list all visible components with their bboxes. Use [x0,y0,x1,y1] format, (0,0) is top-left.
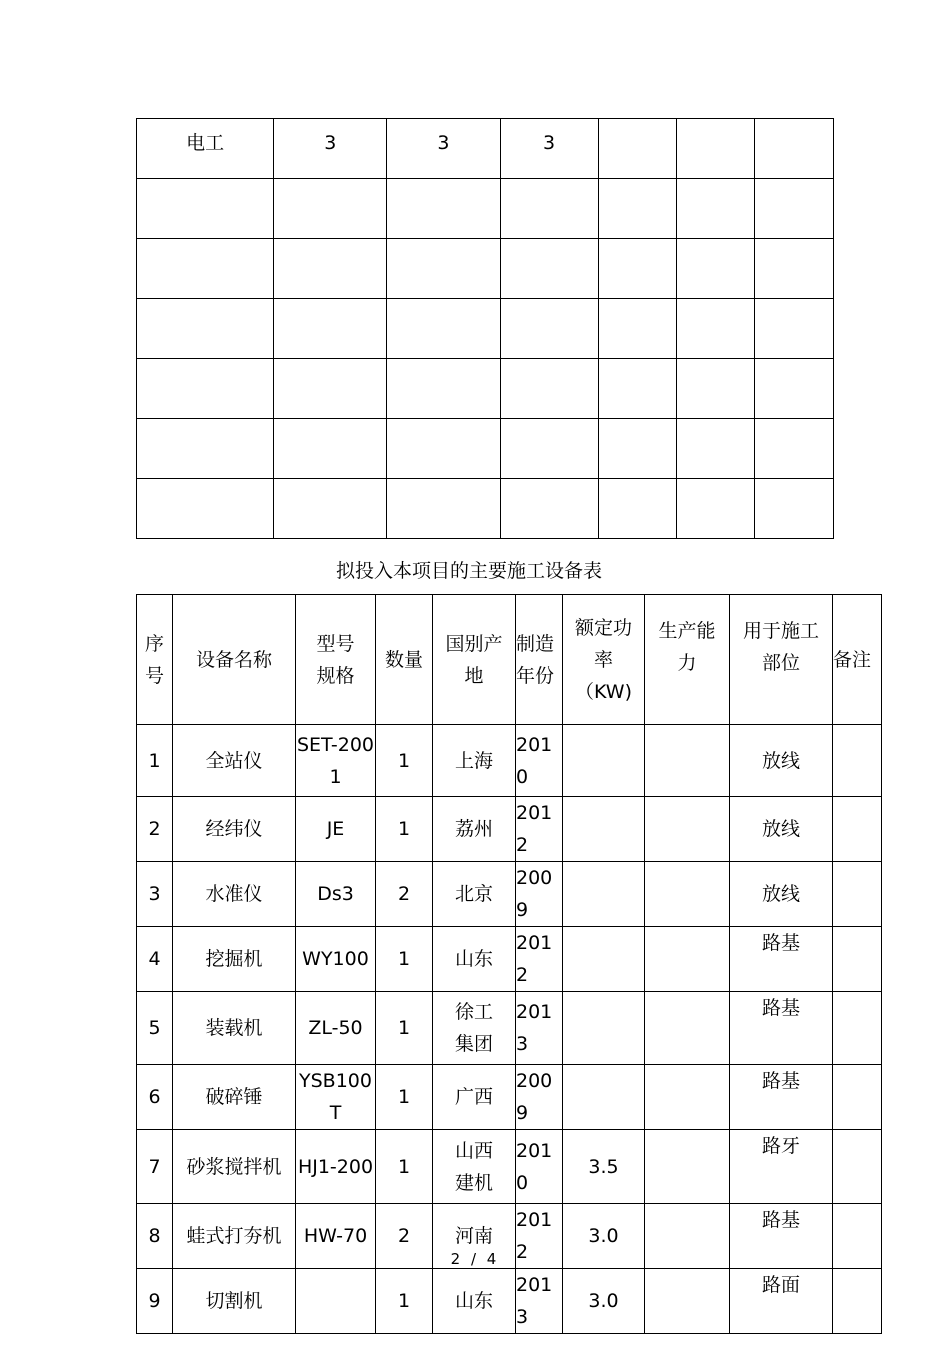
cell-year: 2010 [516,1130,563,1204]
cell-qty: 1 [376,1269,433,1334]
cell-capacity [645,1130,730,1204]
cell-year: 2012 [516,927,563,992]
cell-name: 水准仪 [173,862,296,927]
cell-qty: 1 [376,927,433,992]
equipment-row [137,1269,882,1334]
cell-name: 砂浆搅拌机 [173,1130,296,1204]
cell-model: HW-70 [296,1204,376,1269]
cell-seq: 3 [137,862,173,927]
labor-cell [387,239,500,299]
labor-cell [598,419,676,479]
cell-power [563,927,645,992]
labor-cell [676,419,754,479]
labor-cell [274,359,387,419]
cell-usage: 路基 [730,1065,833,1130]
cell-power [563,725,645,797]
cell-name: 挖掘机 [173,927,296,992]
cell-qty: 2 [376,1204,433,1269]
cell-year: 2010 [516,725,563,797]
labor-cell [137,299,274,359]
equipment-row [137,1130,882,1204]
labor-cell [500,239,598,299]
cell-year: 2013 [516,1269,563,1334]
cell-power: 3.0 [563,1269,645,1334]
labor-cell [598,359,676,419]
cell-year: 2009 [516,1065,563,1130]
cell-qty: 1 [376,992,433,1065]
labor-cell [676,359,754,419]
cell-year: 2012 [516,797,563,862]
header-remark: 备注 [833,595,882,725]
cell-remark [833,862,882,927]
cell-origin: 广西 [433,1065,516,1130]
labor-cell: 电工 [137,119,274,179]
cell-capacity [645,725,730,797]
labor-cell [500,299,598,359]
labor-row [137,419,834,479]
cell-usage: 放线 [730,862,833,927]
cell-capacity [645,1065,730,1130]
header-origin: 国别产 地 [433,595,516,725]
labor-table [136,118,834,539]
labor-cell [676,479,754,539]
cell-remark [833,725,882,797]
cell-seq: 9 [137,1269,173,1334]
labor-cell [598,239,676,299]
equipment-row [137,797,882,862]
labor-row [137,359,834,419]
cell-seq: 1 [137,725,173,797]
cell-qty: 1 [376,725,433,797]
cell-remark [833,1130,882,1204]
cell-seq: 7 [137,1130,173,1204]
cell-model: HJ1-200 [296,1130,376,1204]
cell-origin: 河南 [433,1204,516,1269]
cell-name: 经纬仪 [173,797,296,862]
cell-seq: 6 [137,1065,173,1130]
labor-cell [676,119,754,179]
labor-cell [754,239,833,299]
cell-model [296,1269,376,1334]
labor-cell [754,299,833,359]
cell-name: 破碎锤 [173,1065,296,1130]
equipment-row [137,862,882,927]
cell-origin: 山东 [433,1269,516,1334]
labor-cell [274,419,387,479]
labor-cell [274,299,387,359]
cell-qty: 1 [376,1130,433,1204]
cell-name: 全站仪 [173,725,296,797]
labor-cell: 3 [387,119,500,179]
labor-cell [676,179,754,239]
labor-cell [137,239,274,299]
cell-capacity [645,927,730,992]
labor-cell [274,179,387,239]
cell-qty: 2 [376,862,433,927]
cell-seq: 2 [137,797,173,862]
labor-cell: 3 [274,119,387,179]
labor-cell [387,359,500,419]
labor-row [137,179,834,239]
cell-name: 蛙式打夯机 [173,1204,296,1269]
equipment-table [136,594,882,1334]
cell-power: 3.5 [563,1130,645,1204]
cell-remark [833,927,882,992]
cell-origin: 荔州 [433,797,516,862]
labor-cell [598,119,676,179]
cell-power [563,797,645,862]
labor-row [137,299,834,359]
page-number: 2 / 4 [450,1250,500,1268]
cell-origin: 上海 [433,725,516,797]
labor-cell [137,179,274,239]
cell-usage: 放线 [730,725,833,797]
labor-cell [137,359,274,419]
labor-cell [754,419,833,479]
cell-capacity [645,1269,730,1334]
labor-cell [387,479,500,539]
cell-origin: 山西 建机 [433,1130,516,1204]
cell-power: 3.0 [563,1204,645,1269]
cell-model: JE [296,797,376,862]
cell-usage: 放线 [730,797,833,862]
cell-remark [833,1065,882,1130]
cell-seq: 5 [137,992,173,1065]
equipment-row [137,725,882,797]
labor-cell [598,179,676,239]
labor-cell [387,419,500,479]
cell-usage: 路牙 [730,1130,833,1204]
cell-model: Ds3 [296,862,376,927]
header-qty: 数量 [376,595,433,725]
header-power: 额定功 率 （KW) [563,595,645,725]
cell-origin: 徐工 集团 [433,992,516,1065]
equipment-row [137,927,882,992]
cell-usage: 路面 [730,1269,833,1334]
cell-name: 装载机 [173,992,296,1065]
cell-year: 2009 [516,862,563,927]
cell-power [563,992,645,1065]
labor-cell [137,479,274,539]
header-year: 制造 年份 [516,595,563,725]
cell-capacity [645,797,730,862]
labor-cell [754,359,833,419]
labor-cell [754,479,833,539]
caption-text: 拟投入本项目的主要施工设备表 [335,560,602,582]
labor-cell: 3 [500,119,598,179]
labor-cell [387,299,500,359]
cell-origin: 北京 [433,862,516,927]
cell-model: SET-200 1 [296,725,376,797]
labor-cell [598,479,676,539]
labor-row [137,239,834,299]
cell-capacity [645,862,730,927]
equipment-header-row [137,595,882,725]
equipment-table-caption [0,557,950,585]
cell-model: YSB100T [296,1065,376,1130]
labor-cell [500,359,598,419]
labor-cell [754,179,833,239]
equipment-row [137,1065,882,1130]
cell-usage: 路基 [730,992,833,1065]
cell-model: WY100 [296,927,376,992]
cell-model: ZL-50 [296,992,376,1065]
labor-cell [137,419,274,479]
cell-seq: 4 [137,927,173,992]
labor-cell [500,479,598,539]
header-capacity: 生产能 力 [645,595,730,725]
cell-year: 2013 [516,992,563,1065]
cell-qty: 1 [376,1065,433,1130]
cell-name: 切割机 [173,1269,296,1334]
cell-power [563,862,645,927]
cell-usage: 路基 [730,927,833,992]
cell-power [563,1065,645,1130]
cell-origin: 山东 [433,927,516,992]
labor-cell [598,299,676,359]
labor-row [137,119,834,179]
cell-usage: 路基 [730,1204,833,1269]
cell-remark [833,1269,882,1334]
cell-capacity [645,992,730,1065]
cell-remark [833,797,882,862]
labor-cell [754,119,833,179]
header-usage: 用于施工 部位 [730,595,833,725]
cell-year: 2012 [516,1204,563,1269]
labor-cell [500,419,598,479]
labor-cell [387,179,500,239]
header-name: 设备名称 [173,595,296,725]
labor-cell [676,299,754,359]
equipment-row [137,992,882,1065]
labor-row [137,479,834,539]
labor-cell [274,239,387,299]
cell-seq: 8 [137,1204,173,1269]
header-seq: 序 号 [137,595,173,725]
labor-cell [500,179,598,239]
labor-cell [676,239,754,299]
labor-cell [274,479,387,539]
cell-remark [833,992,882,1065]
cell-qty: 1 [376,797,433,862]
header-model: 型号 规格 [296,595,376,725]
